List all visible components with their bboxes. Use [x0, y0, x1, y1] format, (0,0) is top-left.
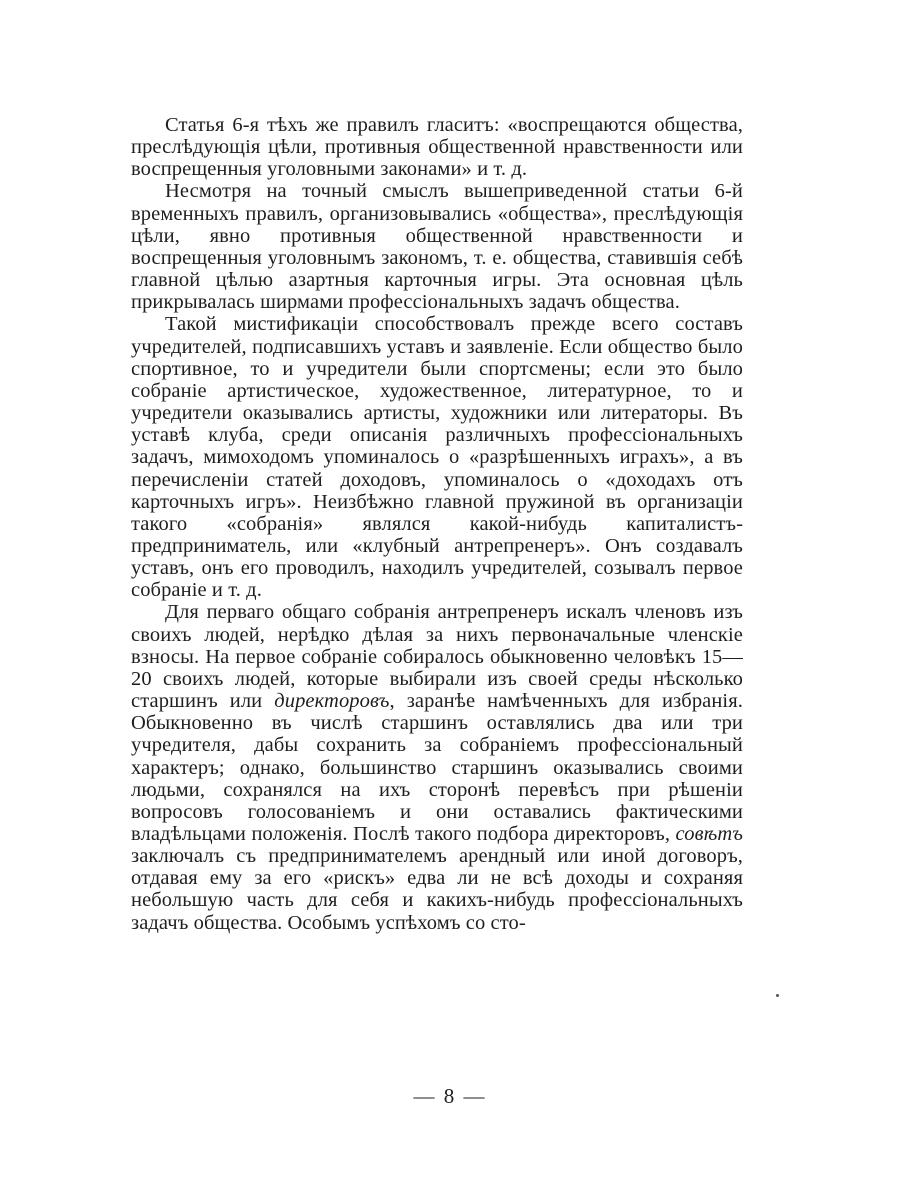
- paragraph-2: Несмотря на точный смыслъ вышеприведенной статьи 6-й временныхъ правилъ, организовывались «общества», преслѣдующія цѣли, явно противныя общественной нравственности и воспрещенныя уголовнымъ закономъ, т. е. общества, ставившія себѣ главной цѣлью азартныя карточныя игры. Эта основная цѣль прикрывалась ширмами профессіональныхъ задачъ общества.: [131, 180, 743, 314]
- paragraph-4: Для перваго общаго собранія антрепренеръ искалъ членовъ изъ своихъ людей, нерѣдко дѣлая за нихъ первоначальные членскіе взносы. На первое собраніе собиралось обыкновенно человѣкъ 15—20 своихъ людей, которые выбирали изъ своей среды нѣсколько старшинъ или директоровъ, заранѣе намѣченныхъ для избранія. Обыкновенно въ числѣ старшинъ оставлялись два или три учредителя, дабы сохранить за собраніемъ профессіональный характеръ; однако, большинство старшинъ оказывались своими людьми, сохранялся на ихъ сторонѣ перевѣсъ при рѣшеніи вопросовъ голосованіемъ и они оставались фактическими владѣльцами положенія. Послѣ такого подбора директоровъ, совѣтъ заключалъ съ предпринимателемъ арендный или иной договоръ, отдавая ему за его «рискъ» едва ли не всѣ доходы и сохраняя небольшую часть для себя и какихъ-нибудь профессіональныхъ задачъ общества. Особымъ успѣхомъ со сто-: [131, 601, 743, 934]
- scan-speck: [776, 994, 779, 997]
- italic-term-directors: директоровъ: [274, 690, 390, 713]
- page-number: — 8 —: [413, 1084, 487, 1108]
- body-text: [131, 114, 743, 934]
- paragraph-3: Такой мистификаціи способствовалъ прежде всего составъ учредителей, подписавшихъ уставъ и заявленіе. Если общество было спортивное, то и учредители были спортсмены; если это было собраніе артистическое, художественное, литературное, то и учредители оказывались артисты, художники или литераторы. Въ уставѣ клуба, среди описанія различныхъ профессіональныхъ задачъ, мимоходомъ упоминалось о «разрѣшенныхъ играхъ», а въ перечисленіи статей доходовъ, упоминалось о «доходахъ отъ карточныхъ игръ». Неизбѣжно главной пружиной въ организаціи такого «собранія» являлся какой-нибудь капиталистъ-предприниматель, или «клубный антрепренеръ». Онъ создавалъ уставъ, онъ его проводилъ, находилъ учредителей, созывалъ первое собраніе и т. д.: [131, 313, 743, 602]
- paragraph-1: Статья 6-я тѣхъ же правилъ гласитъ: «воспрещаются общества, преслѣдующія цѣли, противныя общественной нравственности или воспрещенныя уголовными законами» и т. д.: [131, 114, 743, 181]
- italic-term-council: совѣтъ: [675, 823, 743, 845]
